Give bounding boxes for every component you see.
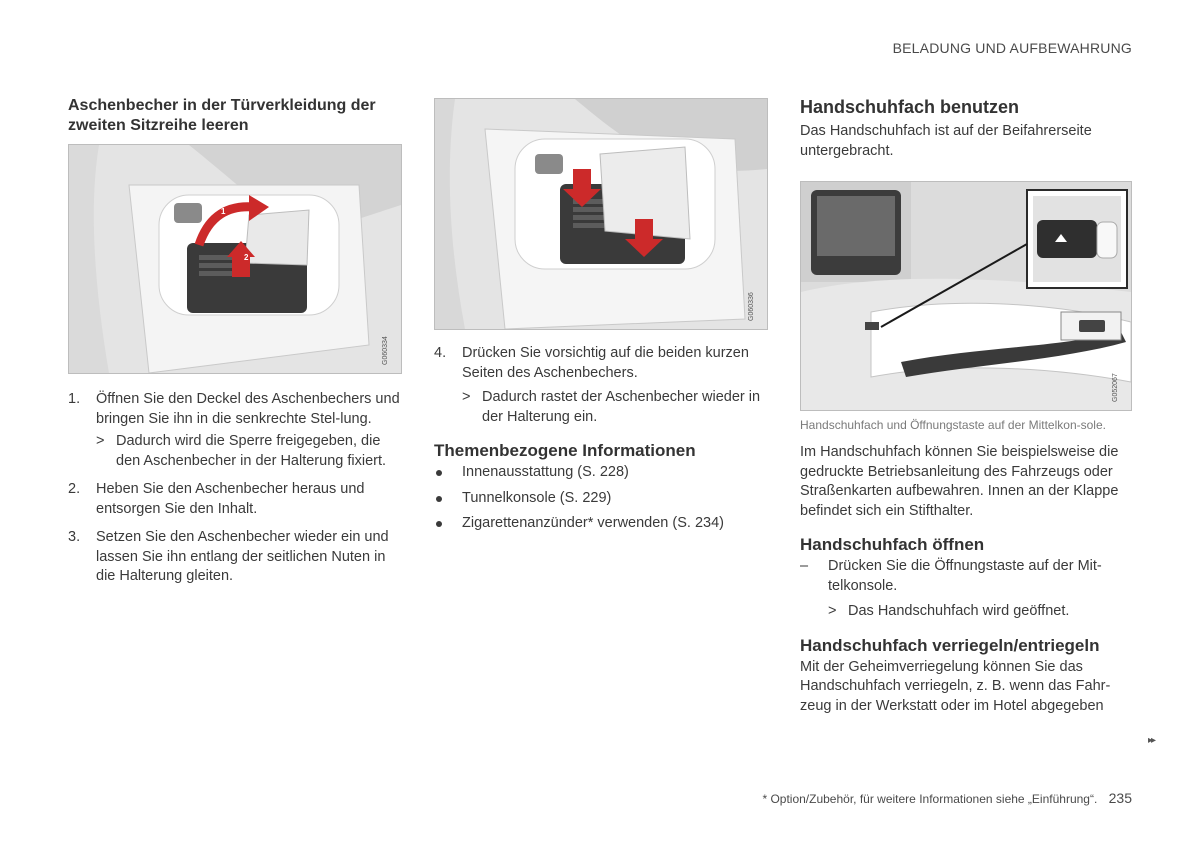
page-number: 235 — [1108, 790, 1132, 806]
step-2: 2. Heben Sie den Aschenbecher heraus und entsorgen Sie den Inhalt. — [68, 481, 365, 517]
footnote: * Option/Zubehör, für weitere Informationen siehe „Einführung“. — [762, 792, 1098, 806]
related-link-cigarette-lighter[interactable]: Zigarettenanzünder* verwenden (S. 234) — [434, 514, 768, 534]
step-1: 1. Öffnen Sie den Deckel des Aschenbechers und bringen Sie ihn in die senkrechte Stel-lung. — [68, 391, 400, 427]
callout-1: 1 — [221, 207, 226, 216]
callout-2: 2 — [244, 253, 249, 262]
step-4-result: > Dadurch rastet der Aschenbecher wieder in der Halterung ein. — [462, 389, 761, 425]
related-info-title: Themenbezogene Informationen — [434, 441, 696, 460]
image-code: G060336 — [748, 292, 755, 321]
lock-body: Mit der Geheimverriegelung können Sie das Handschuhfach verriegeln, z. B. wenn das Fahr-zeug in der Werkstatt oder im Hotel abgegeben — [800, 658, 1111, 714]
continue-arrows-icon: ▸▸ — [1148, 735, 1155, 746]
running-header: BELADUNG UND AUFBEWAHRUNG — [892, 40, 1132, 56]
glovebox-illustration — [800, 181, 1132, 411]
section-title: Handschuhfach benutzen — [800, 97, 1020, 117]
body-text: Im Handschuhfach können Sie beispielsweise die gedruckte Betriebsanleitung des Fahrzeugs oder Straßenkarten aufbewahren. Innen an der Klappe befindet sich ein Stifthalter. — [800, 444, 1119, 519]
result-marker: > — [462, 389, 471, 405]
result-marker: > — [828, 603, 837, 619]
result-marker: > — [96, 433, 105, 449]
related-list — [434, 463, 768, 534]
lock-title: Handschuhfach verriegeln/entriegeln — [800, 635, 1100, 655]
related-link-tunnel-console[interactable]: Tunnelkonsole (S. 229) — [434, 489, 768, 509]
ashtray-open-drawing — [69, 145, 401, 373]
image-code: G060334 — [382, 336, 389, 365]
image-code: G052067 — [1112, 373, 1119, 402]
bullet-icon — [436, 521, 442, 527]
related-link-interior[interactable]: Innenausstattung (S. 228) — [434, 463, 768, 483]
glovebox-drawing — [801, 182, 1131, 410]
dash-marker: – — [800, 558, 809, 574]
open-step: – Drücken Sie die Öffnungstaste auf der Mit-telkonsole. — [800, 558, 1102, 594]
open-result: > Das Handschuhfach wird geöffnet. — [800, 602, 1132, 622]
intro-text: Das Handschuhfach ist auf der Beifahrerseite untergebracht. — [800, 123, 1092, 159]
ashtray-press-drawing — [435, 99, 767, 329]
column-ashtray-empty — [68, 96, 402, 587]
section-title: Aschenbecher in der Türverkleidung der zweiten Sitzreihe leeren — [68, 97, 376, 134]
page-footer — [762, 790, 1132, 806]
column-glovebox — [800, 96, 1132, 716]
ashtray-open-illustration — [68, 144, 402, 374]
bullet-icon — [436, 496, 442, 502]
open-title: Handschuhfach öffnen — [800, 535, 985, 554]
step-4: 4. Drücken Sie vorsichtig auf die beiden kurzen Seiten des Aschenbechers. — [434, 345, 749, 381]
image-caption: Handschuhfach und Öffnungstaste auf der Mittelkon-sole. — [800, 418, 1106, 432]
bullet-icon — [436, 470, 442, 476]
column-ashtray-reinsert — [434, 96, 768, 534]
step-1-result: > Dadurch wird die Sperre freigegeben, die den Aschenbecher in der Halterung fixiert. — [96, 433, 387, 469]
ashtray-press-illustration — [434, 98, 768, 330]
step-3: 3. Setzen Sie den Aschenbecher wieder ein und lassen Sie ihn entlang der seitlichen Nuten in die Halterung gleiten. — [68, 529, 389, 584]
